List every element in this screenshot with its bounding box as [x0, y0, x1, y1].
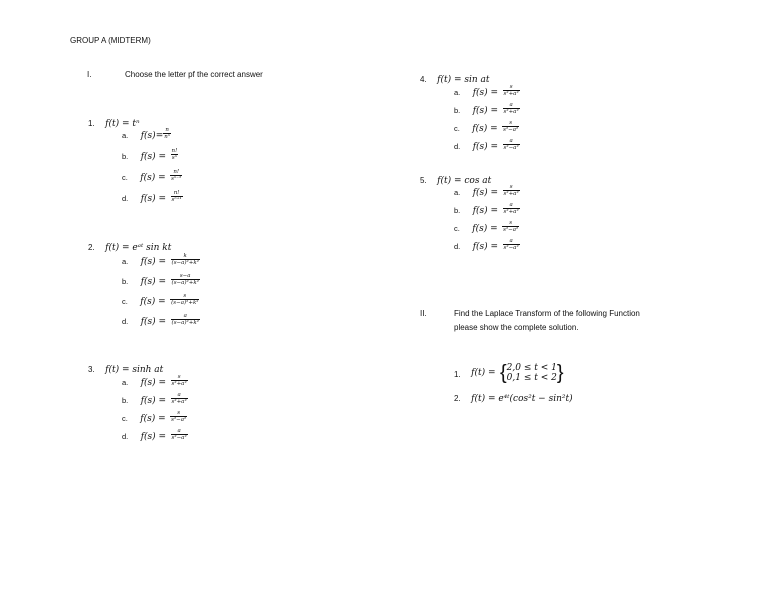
option-a	[122, 372, 188, 390]
option-b	[454, 100, 520, 118]
option-fraction: $\frac{s-a}{\text{(s−a)²+k²}}$	[171, 272, 199, 287]
question-function: f(t) = sin at	[437, 75, 490, 85]
option-fraction: $\frac{a}{\text{s²+a²}}$	[171, 391, 187, 406]
option-fraction: $\frac{s}{\text{(s−a)²+k²}}$	[171, 292, 199, 307]
option-d	[454, 136, 520, 154]
option-prefix: f(s) =	[140, 297, 166, 307]
option-d	[122, 311, 200, 329]
problem-function: f(t) = e⁴ᵗ(cos²t − sin²t)	[471, 394, 573, 404]
question-number: 4.	[420, 75, 427, 84]
option-d	[122, 188, 183, 206]
problem-number: 2.	[454, 394, 461, 403]
option-label: c.	[454, 124, 460, 133]
option-prefix: f(s)=	[140, 131, 164, 141]
option-d	[454, 236, 520, 254]
option-prefix: f(s) =	[472, 206, 499, 216]
option-label: c.	[122, 173, 128, 182]
problem-1	[454, 363, 564, 383]
option-label: b.	[454, 206, 461, 215]
section-numeral: II.	[420, 309, 427, 318]
question-function: f(t) = sinh at	[105, 365, 164, 375]
option-a	[122, 251, 200, 269]
option-prefix: f(s) =	[472, 142, 499, 152]
option-label: d.	[122, 317, 129, 326]
option-fraction: $\frac{s}{\text{s²−a²}}$	[503, 119, 519, 134]
option-b	[122, 146, 178, 164]
section-numeral: I.	[87, 70, 92, 79]
option-prefix: f(s) =	[472, 242, 499, 252]
right-brace: }	[556, 361, 564, 384]
page-title: GROUP A (MIDTERM)	[70, 36, 151, 45]
option-label: a.	[122, 131, 129, 140]
option-prefix: f(s) =	[140, 396, 167, 406]
problem-prefix: f(t) =	[471, 368, 496, 378]
option-b	[122, 271, 200, 289]
option-prefix: f(s) =	[140, 277, 167, 287]
option-d	[122, 426, 188, 444]
option-label: a.	[122, 257, 129, 266]
option-fraction: $\frac{s}{\text{s²+a²}}$	[503, 83, 519, 98]
option-label: b.	[122, 396, 129, 405]
option-prefix: f(s) =	[140, 173, 166, 183]
option-prefix: f(s) =	[140, 432, 167, 442]
option-c	[122, 291, 199, 309]
option-prefix: f(s) =	[472, 188, 499, 198]
case-line-1: 2,0 ≤ t < 1	[506, 363, 557, 373]
section-instruction: Find the Laplace Transform of the following Function	[454, 309, 640, 318]
option-fraction: $\frac{a}{\text{s²−a²}}$	[503, 137, 519, 152]
question-number: 1.	[88, 119, 95, 128]
option-a	[454, 82, 520, 100]
option-label: b.	[122, 152, 129, 161]
option-label: c.	[454, 224, 460, 233]
option-fraction: $\frac{n!}{\text{sⁿ⁻²}}$	[171, 168, 182, 183]
option-label: d.	[454, 142, 461, 151]
option-fraction: $\frac{n}{\text{nⁿ}}$	[164, 126, 171, 141]
question-number: 3.	[88, 365, 95, 374]
option-label: b.	[122, 277, 129, 286]
option-label: a.	[454, 188, 461, 197]
option-fraction: $\frac{n!}{\text{sⁿ⁺¹}}$	[171, 189, 182, 204]
option-a	[122, 125, 171, 143]
option-c	[454, 118, 519, 136]
option-fraction: $\frac{a}{\text{s²+a²}}$	[503, 201, 519, 216]
option-b	[454, 200, 520, 218]
option-fraction: $\frac{a}{\text{s²−a²}}$	[171, 427, 187, 442]
option-prefix: f(s) =	[472, 106, 499, 116]
option-a	[454, 182, 520, 200]
option-fraction: $\frac{a}{\text{s²+a²}}$	[503, 101, 519, 116]
option-label: b.	[454, 106, 461, 115]
option-prefix: f(s) =	[140, 257, 167, 267]
section-instruction: Choose the letter pf the correct answer	[125, 70, 263, 79]
section-instruction-continued: please show the complete solution.	[454, 323, 579, 332]
option-label: a.	[122, 378, 129, 387]
option-fraction: $\frac{s}{\text{s²−a²}}$	[503, 219, 519, 234]
option-prefix: f(s) =	[472, 224, 498, 234]
option-fraction: $\frac{s}{\text{s²−a²}}$	[171, 409, 187, 424]
question-function: f(t) = tⁿ	[105, 119, 140, 129]
left-brace: {	[499, 361, 507, 384]
option-prefix: f(s) =	[472, 124, 498, 134]
option-prefix: f(s) =	[140, 414, 166, 424]
problem-2	[454, 388, 573, 406]
option-label: c.	[122, 297, 128, 306]
option-fraction: $\frac{n!}{\text{sⁿ}}$	[171, 147, 178, 162]
option-prefix: f(s) =	[472, 88, 499, 98]
option-fraction: $\frac{a}{\text{(s−a)²+k²}}$	[171, 312, 199, 327]
option-prefix: f(s) =	[140, 317, 167, 327]
option-b	[122, 390, 188, 408]
option-fraction: $\frac{a}{\text{s²−a²}}$	[503, 237, 519, 252]
option-prefix: f(s) =	[140, 152, 167, 162]
option-c	[454, 218, 519, 236]
option-label: d.	[122, 194, 129, 203]
option-fraction: $\frac{k}{\text{(s−a)²+k²}}$	[171, 252, 199, 267]
option-fraction: $\frac{s}{\text{s²+a²}}$	[171, 373, 187, 388]
option-c	[122, 408, 187, 426]
case-line-2: 0,1 ≤ t < 2	[506, 373, 557, 383]
option-prefix: f(s) =	[140, 194, 167, 204]
option-fraction: $\frac{s}{\text{s²+a²}}$	[503, 183, 519, 198]
option-label: a.	[454, 88, 461, 97]
question-function: f(t) = cos at	[437, 176, 492, 186]
option-prefix: f(s) =	[140, 378, 167, 388]
option-label: c.	[122, 414, 128, 423]
question-number: 5.	[420, 176, 427, 185]
question-number: 2.	[88, 243, 95, 252]
question-function: f(t) = eᵃᵗ sin kt	[105, 243, 172, 253]
problem-number: 1.	[454, 370, 461, 380]
option-label: d.	[122, 432, 129, 441]
option-c	[122, 167, 182, 185]
piecewise-cases	[507, 363, 557, 383]
option-label: d.	[454, 242, 461, 251]
